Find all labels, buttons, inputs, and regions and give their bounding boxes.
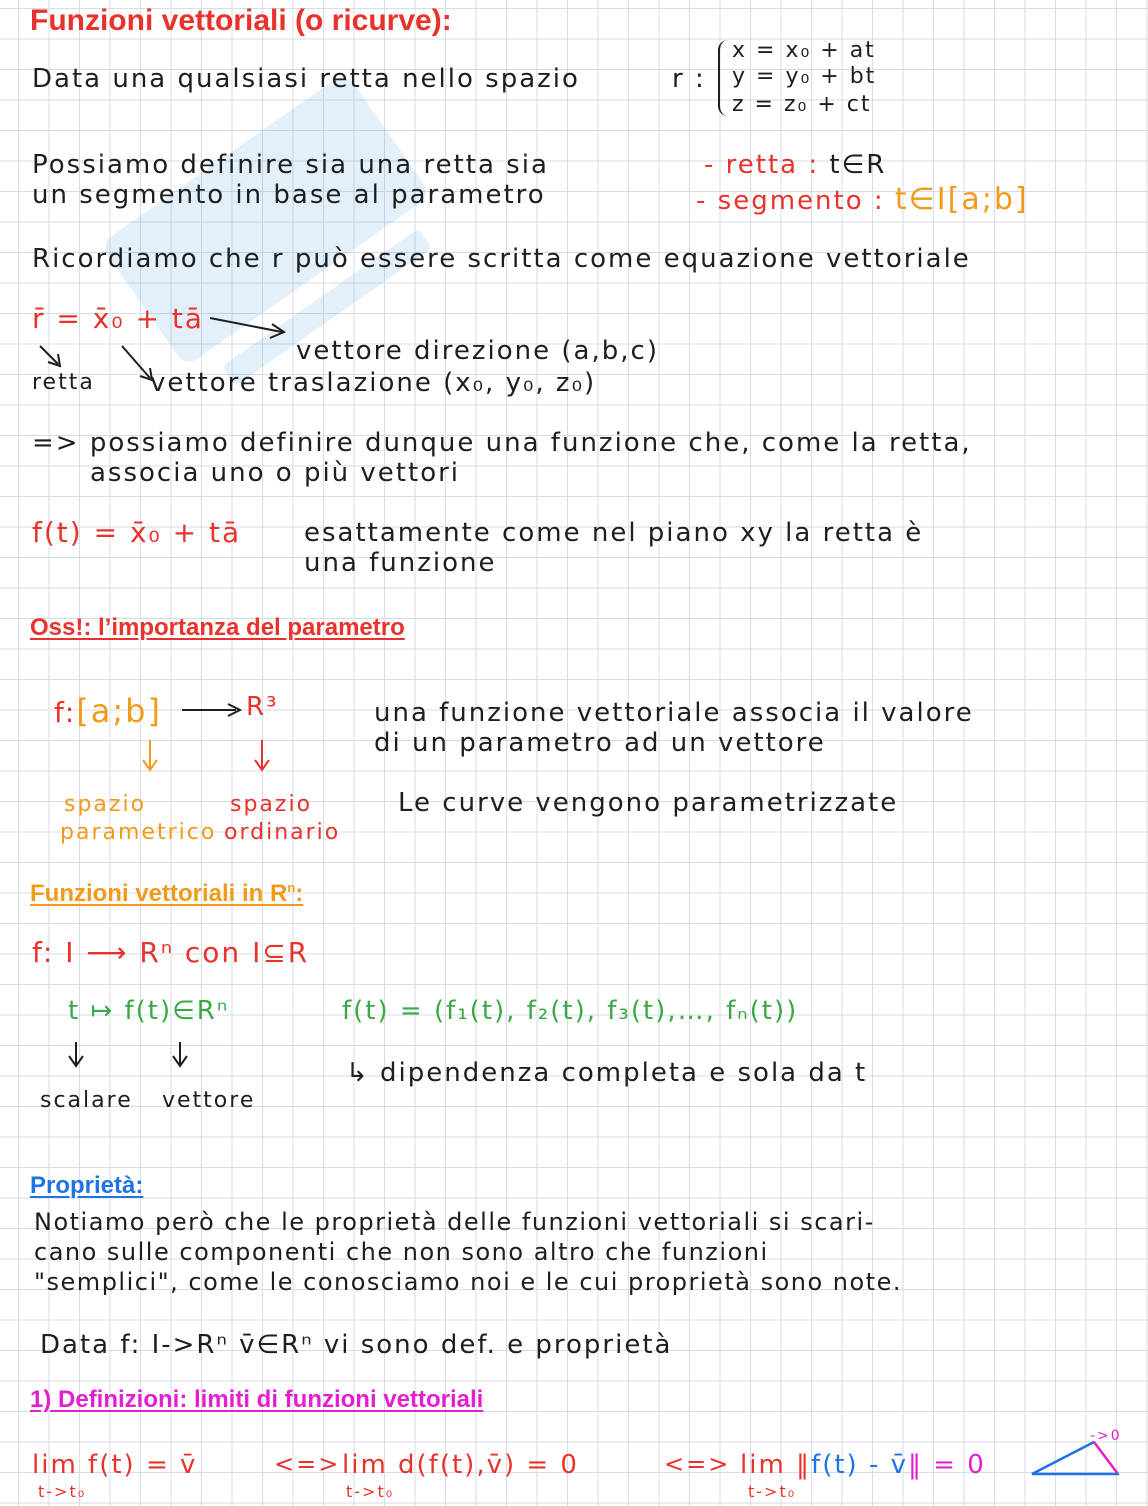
map-codomain: R³ (246, 692, 279, 722)
rn-heading (30, 880, 303, 908)
props-line-1: Notiamo però che le proprietà delle funzioni vettoriali si scari- (34, 1208, 875, 1236)
vector-label: vettore (162, 1088, 256, 1113)
translation-vector-text: vettore traslazione (x₀, y₀, z₀) (150, 368, 597, 398)
scalar-label: scalare (40, 1088, 133, 1113)
lim-3-a: lim ‖ (740, 1450, 812, 1480)
rn-components: f(t) = (f₁(t), f₂(t), f₃(t),…, fₙ(t)) (342, 996, 799, 1026)
vector-eq-line: Ricordiamo che r può essere scritta come equazione vettoriale (32, 244, 971, 274)
retta-text: retta (32, 370, 95, 395)
system-eq-y: y = y₀ + bt (732, 64, 877, 89)
oss-desc-2: di un parametro ad un vettore (374, 728, 826, 758)
equiv-2: <=> (664, 1450, 731, 1478)
ordinary-space-1: spazio (230, 792, 313, 817)
lim-1: lim f(t) = v̄ (32, 1450, 198, 1480)
rn-heading-end: : (295, 880, 304, 907)
ordinary-space-2: ordinario (224, 820, 341, 845)
curves-text: Le curve vengono parametrizzate (398, 788, 899, 818)
equiv-1: <=> (274, 1450, 341, 1478)
r-label: r : (672, 64, 706, 94)
direction-vector-text: vettore direzione (a,b,c) (296, 336, 659, 366)
param-space-1: spazio (64, 792, 147, 817)
lim-3-sub: t->t₀ (748, 1482, 797, 1501)
param-line-1: Possiamo definire sia una retta sia (32, 150, 549, 180)
lim-2: lim d(f(t),v̄) = 0 (342, 1450, 579, 1480)
props-line-2: cano sulle componenti che non sono altro che funzioni (34, 1238, 769, 1266)
function-def-line-2: associa uno o più vettori (90, 458, 461, 488)
function-desc-1: esattamente come nel piano xy la retta è (304, 518, 924, 548)
lim-1-sub: t->t₀ (38, 1482, 87, 1501)
lim-3-b: f(t) - v̄ (811, 1450, 908, 1480)
defs-heading: 1) Definizioni: limiti di funzioni vettoriali (30, 1386, 484, 1413)
segmento-label: - segmento : (696, 186, 885, 216)
system-eq-z: z = z₀ + ct (732, 92, 872, 117)
function-def-line-1: => possiamo definire dunque una funzione che, come la retta, (32, 428, 972, 458)
function-formula: f(t) = x̄₀ + tā (32, 516, 242, 549)
system-eq-x: x = x₀ + at (732, 38, 876, 63)
rn-mapping: t ↦ f(t)∈Rⁿ (68, 996, 230, 1026)
map-domain: [a;b] (76, 692, 162, 730)
oss-heading: Oss!: l’importanza del parametro (30, 614, 405, 641)
props-line-4: Data f: I->Rⁿ v̄∈Rⁿ vi sono def. e proprietà (40, 1330, 673, 1360)
param-space-2: parametrico (60, 820, 217, 845)
retta-value: t∈R (829, 150, 887, 180)
props-line-3: "semplici", come le conosciamo noi e le cui proprietà sono note. (34, 1268, 902, 1296)
rn-heading-sup: n (287, 880, 296, 895)
retta-label: - retta : (704, 150, 820, 180)
page-title: Funzioni vettoriali (o ricurve): (30, 4, 452, 37)
intro-line: Data una qualsiasi retta nello spazio (32, 64, 580, 94)
rn-dependency: ↳ dipendenza completa e sola da t (346, 1058, 868, 1088)
function-desc-2: una funzione (304, 548, 497, 578)
vector-formula: r̄ = x̄₀ + tā (32, 302, 204, 335)
lim-2-sub: t->t₀ (346, 1482, 395, 1501)
zero-arrow-label: ->0 (1090, 1428, 1122, 1444)
segmento-value: t∈I[a;b] (894, 182, 1029, 217)
props-heading: Proprietà: (30, 1172, 144, 1199)
param-line-2: un segmento in base al parametro (32, 180, 546, 210)
rn-heading-main: Funzioni vettoriali in R (30, 880, 288, 907)
rn-map: f: I ⟶ Rⁿ con I⊆R (32, 936, 310, 969)
lim-3-c: ‖ = 0 (907, 1450, 986, 1480)
map-f: f: (54, 696, 77, 729)
oss-desc-1: una funzione vettoriale associa il valore (374, 698, 974, 728)
